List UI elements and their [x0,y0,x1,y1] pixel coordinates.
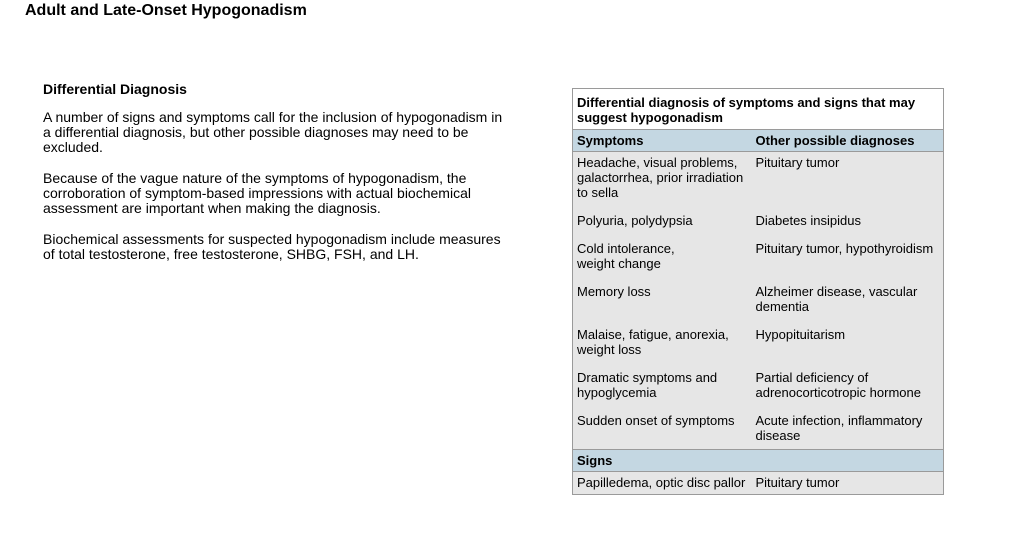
sign-cell: Papilledema, optic disc pallor [577,475,746,490]
differential-diagnosis-section [43,80,513,278]
differential-diagnosis-table [572,88,944,495]
table-row [573,472,944,495]
diagnosis-cell: Acute infection, inflammatory disease [755,413,923,443]
signs-header: Signs [573,450,944,472]
symptom-cell: Polyuria, polydypsia [577,213,693,228]
paragraph-biochemical: Biochemical assessments for suspected hypogonadism include measures of total testosterone, free testosterone, SHBG, FSH, and LH. [43,231,501,262]
table-row [573,324,944,367]
section-heading: Differential Diagnosis [43,81,187,97]
diagnosis-cell: Pituitary tumor [755,475,840,490]
table-row [573,152,944,211]
page-title: Adult and Late-Onset Hypogonadism [25,2,307,19]
symptom-cell: Headache, visual problems, galactorrhea, prior irradiation to sella [577,155,744,200]
diagnosis-cell: Hypopituitarism [755,327,846,342]
symptom-cell: Dramatic symptoms and hypoglycemia [577,370,718,400]
diagnosis-cell: Pituitary tumor, hypothyroidism [755,241,934,256]
signs-header-row [573,450,944,472]
symptom-cell: Memory loss [577,284,651,299]
table-row [573,367,944,410]
paragraph-vague-symptoms: Because of the vague nature of the symptoms of hypogonadism, the corroboration of symptom-based impressions with actual biochemical assessment are important when making the diagnosis. [43,170,471,216]
table-row [573,281,944,324]
other-diagnoses-column-header: Other possible diagnoses [752,130,944,152]
diagnosis-cell: Alzheimer disease, vascular dementia [755,284,918,314]
symptom-cell: Sudden onset of symptoms [577,413,735,428]
symptom-cell: Malaise, fatigue, anorexia, weight loss [577,327,729,357]
symptom-cell: Cold intolerance, weight change [577,241,675,271]
table-row [573,410,944,450]
table-caption: Differential diagnosis of symptoms and signs that may suggest hypogonadism [573,89,944,130]
table-row [573,210,944,238]
diagnosis-cell: Diabetes insipidus [755,213,862,228]
diagnosis-cell: Partial deficiency of adrenocorticotropic hormone [755,370,921,400]
table-row [573,238,944,281]
paragraph-inclusion: A number of signs and symptoms call for the inclusion of hypogonadism in a differential diagnosis, but other possible diagnoses may need to be excluded. [43,109,503,155]
table-header-row [573,130,944,152]
symptoms-column-header: Symptoms [573,130,752,152]
diagnosis-cell: Pituitary tumor [755,155,840,170]
